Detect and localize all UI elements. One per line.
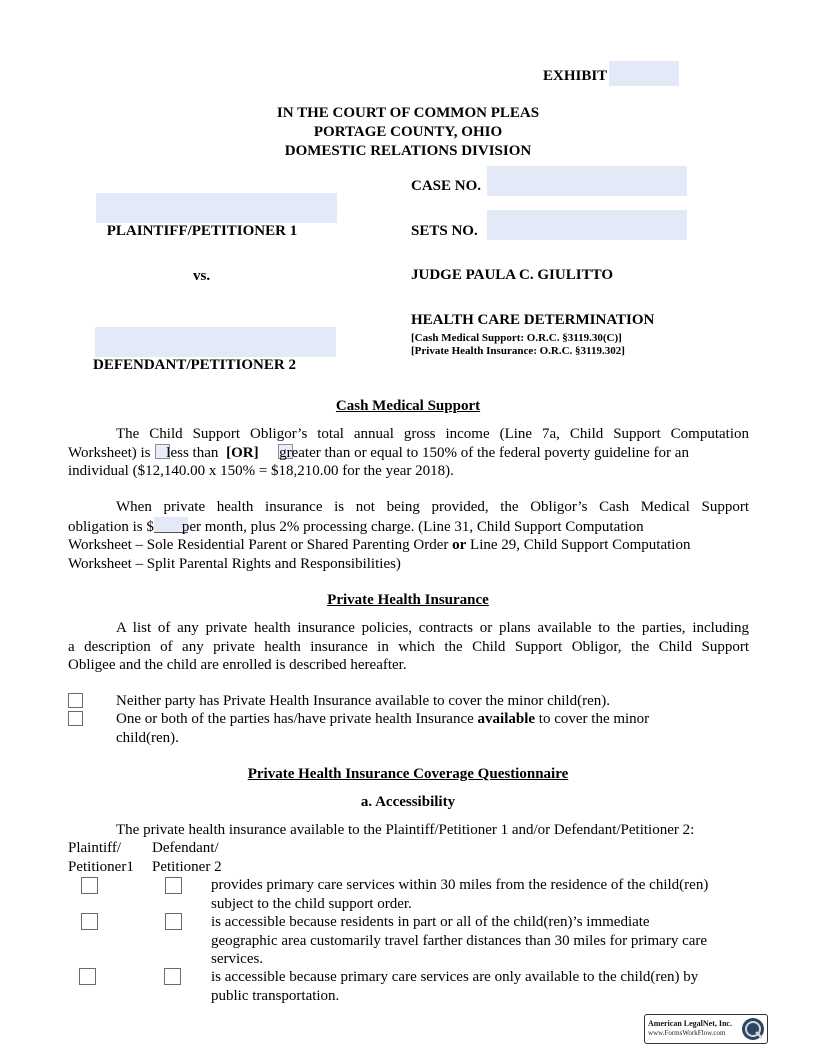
opt2-c: to cover the minor	[538, 711, 650, 727]
cm-p2-line-a: When private health insurance is not being provided, the Obligor’s Cash Medical Support	[116, 499, 749, 515]
case-no-field[interactable]	[487, 166, 687, 196]
row2-line-c: services.	[211, 951, 264, 967]
row2-plaintiff-checkbox[interactable]	[81, 913, 98, 930]
insurance-available-label	[116, 710, 716, 747]
col1-line-b: Petitioner1	[68, 858, 134, 875]
private-insurance-paragraph	[68, 619, 749, 675]
logo-brand-text: American LegalNet, Inc.	[648, 1019, 732, 1028]
court-line-2: PORTAGE COUNTY, OHIO	[313, 124, 503, 140]
judge-name: JUDGE PAULA C. GIULITTO	[411, 267, 613, 283]
row2-line-b: geographic area customarily travel farther distances than 30 miles for primary care	[211, 932, 708, 949]
cm-p1-line-a: The Child Support Obligor’s total annual gross income (Line 7a, Child Support Computation	[116, 426, 749, 442]
defendant-column-header	[152, 839, 222, 876]
row1-line-b: subject to the child support order.	[211, 895, 412, 912]
defendant-name-field[interactable]	[95, 327, 336, 357]
logo-url-text: www.FormsWorkFlow.com	[648, 1029, 726, 1037]
citation-private-insurance: [Private Health Insurance: O.R.C. §3119.302]	[411, 345, 625, 357]
col2-line-b: Petitioner 2	[152, 858, 222, 875]
private-insurance-heading	[0, 592, 816, 609]
cash-medical-heading-text: Cash Medical Support	[335, 398, 481, 414]
exhibit-label: EXHIBIT	[543, 68, 608, 84]
cm-p2-line-d: Worksheet – Split Parental Rights and Responsibilities)	[68, 555, 401, 572]
pi-line-a: A list of any private health insurance policies, contracts or plans available to the parties, including	[116, 620, 749, 636]
row1-defendant-checkbox[interactable]	[165, 877, 182, 894]
globe-icon	[741, 1017, 765, 1041]
court-line-1: IN THE COURT OF COMMON PLEAS	[276, 105, 540, 121]
cm-p1-line-b	[68, 444, 749, 463]
insurance-available-checkbox[interactable]	[68, 711, 83, 726]
american-legalnet-logo[interactable]	[644, 1014, 768, 1044]
row1-line-a: provides primary care services within 30 miles from the residence of the child(ren)	[211, 877, 709, 893]
col2-line-a: Defendant/	[152, 840, 219, 856]
defendant-label: DEFENDANT/PETITIONER 2	[93, 357, 296, 373]
court-header	[0, 104, 816, 161]
col1-line-a: Plaintiff/	[68, 840, 122, 856]
cash-medical-heading	[0, 398, 816, 415]
pi-line-b: a description of any private health insurance in which the Child Support Obligor, the Child Support	[68, 638, 749, 655]
versus-label: vs.	[193, 268, 211, 284]
no-insurance-checkbox[interactable]	[68, 693, 83, 708]
row3-text	[211, 968, 698, 1005]
cm-p2-c3: Line 29, Child Support Computation	[470, 537, 691, 553]
cm-p2-c1: Worksheet – Sole Residential Parent or Shared Parenting Order	[68, 537, 449, 553]
cm-p2-line-b	[68, 517, 749, 537]
case-no-label: CASE NO.	[411, 178, 482, 194]
cm-p1-b2: less than	[166, 444, 219, 461]
cm-p1-b3: [OR]	[226, 444, 259, 461]
row2-text	[211, 913, 707, 969]
pi-line-c: Obligee and the child are enrolled is described hereafter.	[68, 657, 407, 673]
plaintiff-column-header	[68, 839, 134, 876]
questionnaire-intro: The private health insurance available to the Plaintiff/Petitioner 1 and/or Defendant/Petitioner 2:	[116, 822, 695, 838]
opt2-d: child(ren).	[116, 729, 179, 746]
cm-p2-b2: per month, plus 2% processing charge. (Line 31, Child Support Computation	[181, 518, 644, 535]
accessibility-subheading: a. Accessibility	[360, 794, 456, 810]
cash-medical-paragraph-1	[68, 425, 749, 481]
row1-text	[211, 876, 708, 913]
questionnaire-heading	[0, 766, 816, 783]
cash-medical-paragraph-2	[68, 498, 749, 573]
row2-line-a: is accessible because residents in part or all of the child(ren)’s immediate	[211, 914, 650, 930]
citation-cash-medical: [Cash Medical Support: O.R.C. §3119.30(C)]	[411, 332, 622, 344]
exhibit-field[interactable]	[609, 61, 679, 86]
document-title: HEALTH CARE DETERMINATION	[411, 312, 655, 328]
cm-p1-b1: Worksheet) is	[68, 444, 151, 461]
sets-no-label: SETS NO.	[411, 223, 478, 239]
row1-plaintiff-checkbox[interactable]	[81, 877, 98, 894]
row3-line-a: is accessible because primary care services are only available to the child(ren) by	[211, 969, 699, 985]
cm-p2-line-c	[68, 536, 749, 555]
court-line-3: DOMESTIC RELATIONS DIVISION	[284, 143, 532, 159]
no-insurance-label: Neither party has Private Health Insurance available to cover the minor child(ren).	[116, 693, 610, 709]
sets-no-field[interactable]	[487, 210, 687, 240]
plaintiff-name-field[interactable]	[96, 193, 337, 223]
plaintiff-label: PLAINTIFF/PETITIONER 1	[106, 223, 298, 239]
cm-p1-line-c: individual ($12,140.00 x 150% = $18,210.00 for the year 2018).	[68, 463, 454, 479]
opt2-b: available	[477, 711, 536, 727]
private-insurance-heading-text: Private Health Insurance	[327, 592, 489, 608]
cm-p1-b4: greater than or equal to 150% of the federal poverty guideline for an	[279, 444, 689, 461]
cm-p2-c2: or	[452, 537, 467, 553]
cm-p2-b1: obligation is $	[68, 518, 154, 535]
row2-defendant-checkbox[interactable]	[165, 913, 182, 930]
opt2-a: One or both of the parties has/have private health Insurance	[116, 711, 474, 727]
row3-line-b: public transportation.	[211, 987, 340, 1004]
row3-plaintiff-checkbox[interactable]	[79, 968, 96, 985]
row3-defendant-checkbox[interactable]	[164, 968, 181, 985]
questionnaire-heading-text: Private Health Insurance Coverage Questionnaire	[247, 766, 569, 782]
